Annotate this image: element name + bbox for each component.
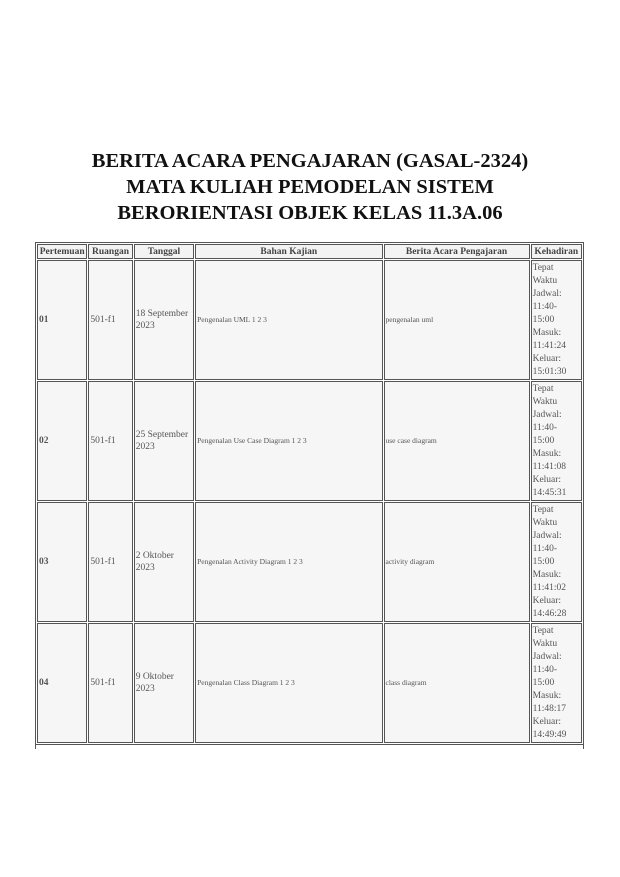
kehadiran-line: Keluar: [532, 716, 562, 727]
kehadiran-line: Keluar: [532, 474, 562, 485]
cell-kehadiran [531, 260, 582, 380]
kehadiran-line: Jadwal: [532, 530, 562, 541]
cell-pertemuan: 01 [37, 260, 87, 380]
cell-kehadiran [531, 502, 582, 622]
header-kehadiran: Kehadiran [531, 244, 582, 259]
cell-tanggal: 18 September 2023 [134, 260, 194, 380]
kehadiran-line: 11:40- [532, 422, 558, 433]
kehadiran-line: Waktu [532, 638, 558, 649]
cell-pertemuan: 03 [37, 502, 87, 622]
kehadiran-line: 11:48:17 [532, 703, 567, 714]
header-pertemuan: Pertemuan [37, 244, 87, 259]
kehadiran-line: Masuk: [532, 327, 562, 338]
header-berita-acara: Berita Acara Pengajaran [384, 244, 530, 259]
teaching-report-table [35, 242, 584, 745]
cell-berita-acara: class diagram [384, 623, 530, 743]
header-tanggal: Tanggal [134, 244, 194, 259]
kehadiran-line: 11:41:08 [532, 461, 567, 472]
cell-ruangan: 501-f1 [88, 623, 132, 743]
cell-kehadiran [531, 623, 582, 743]
cell-bahan-kajian: Pengenalan Class Diagram 1 2 3 [195, 623, 382, 743]
table-row [37, 260, 582, 380]
cell-pertemuan: 02 [37, 381, 87, 501]
kehadiran-line: 15:00 [532, 314, 555, 325]
kehadiran-line: Jadwal: [532, 409, 562, 420]
kehadiran-line: Keluar: [532, 353, 562, 364]
cell-tanggal: 2 Oktober 2023 [134, 502, 194, 622]
kehadiran-line: Tepat [532, 504, 554, 515]
kehadiran-line: 15:01:30 [532, 366, 567, 377]
title-line-3: BERORIENTASI OBJEK KELAS 11.3A.06 [117, 202, 503, 224]
header-ruangan: Ruangan [88, 244, 132, 259]
kehadiran-line: 11:40- [532, 543, 558, 554]
table-row [37, 623, 582, 743]
cell-berita-acara: use case diagram [384, 381, 530, 501]
table-body [37, 260, 582, 743]
cell-tanggal: 25 September 2023 [134, 381, 194, 501]
title-line-1: BERITA ACARA PENGAJARAN (GASAL-2324) [91, 150, 529, 172]
header-bahan-kajian: Bahan Kajian [195, 244, 382, 259]
kehadiran-line: 11:41:24 [532, 340, 567, 351]
cell-bahan-kajian: Pengenalan Activity Diagram 1 2 3 [195, 502, 382, 622]
cell-berita-acara: activity diagram [384, 502, 530, 622]
title-line-2: MATA KULIAH PEMODELAN SISTEM [126, 176, 494, 198]
cell-ruangan: 501-f1 [88, 260, 132, 380]
kehadiran-line: Waktu [532, 396, 558, 407]
kehadiran-line: Tepat [532, 383, 554, 394]
cell-kehadiran [531, 381, 582, 501]
cell-bahan-kajian: Pengenalan UML 1 2 3 [195, 260, 382, 380]
kehadiran-line: Keluar: [532, 595, 562, 606]
kehadiran-line: Masuk: [532, 690, 562, 701]
kehadiran-line: 11:41:02 [532, 582, 567, 593]
kehadiran-line: Jadwal: [532, 288, 562, 299]
kehadiran-line: 14:45:31 [532, 487, 567, 498]
cell-pertemuan: 04 [37, 623, 87, 743]
table-header-row [37, 244, 582, 259]
kehadiran-line: Jadwal: [532, 651, 562, 662]
kehadiran-line: Tepat [532, 262, 554, 273]
kehadiran-line: 15:00 [532, 677, 555, 688]
table-row [37, 502, 582, 622]
kehadiran-line: Waktu [532, 517, 558, 528]
cell-bahan-kajian: Pengenalan Use Case Diagram 1 2 3 [195, 381, 382, 501]
kehadiran-line: 11:40- [532, 664, 558, 675]
cell-ruangan: 501-f1 [88, 381, 132, 501]
kehadiran-line: 11:40- [532, 301, 558, 312]
cell-ruangan: 501-f1 [88, 502, 132, 622]
kehadiran-line: Tepat [532, 625, 554, 636]
table-row [37, 381, 582, 501]
kehadiran-line: 15:00 [532, 435, 555, 446]
kehadiran-line: Masuk: [532, 448, 562, 459]
kehadiran-line: 14:46:28 [532, 608, 567, 619]
kehadiran-line: Masuk: [532, 569, 562, 580]
kehadiran-line: 14:49:49 [532, 729, 567, 740]
cell-tanggal: 9 Oktober 2023 [134, 623, 194, 743]
document-title [0, 148, 620, 226]
kehadiran-line: Waktu [532, 275, 558, 286]
kehadiran-line: 15:00 [532, 556, 555, 567]
table-continuation [35, 745, 584, 749]
cell-berita-acara: pengenalan uml [384, 260, 530, 380]
